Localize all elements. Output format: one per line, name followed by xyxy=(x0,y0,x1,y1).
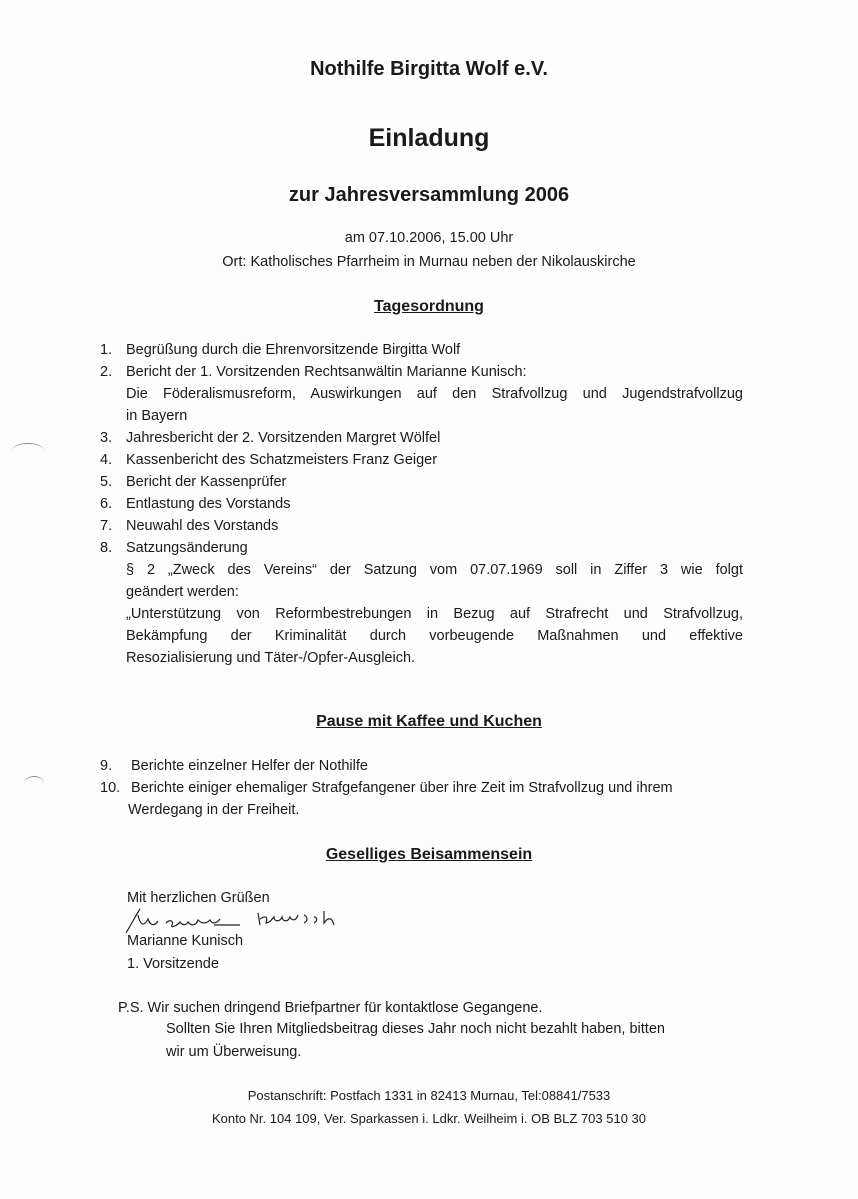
postscript-line: wir um Überweisung. xyxy=(166,1044,302,1060)
signer-name: Marianne Kunisch xyxy=(127,933,244,949)
social-heading: Geselliges Beisammensein xyxy=(325,846,533,863)
agenda-item-text: geändert werden: xyxy=(126,584,239,600)
agenda-item-text: in Bayern xyxy=(126,408,188,424)
agenda-item-text: Berichte einiger ehemaliger Strafgefangener über ihre Zeit im Strafvollzug und ihrem xyxy=(131,780,673,796)
agenda-item-number: 6. xyxy=(100,496,113,512)
paper-fold-mark xyxy=(24,776,44,791)
agenda-item-text: Begrüßung durch die Ehrenvorsitzende Birgitta Wolf xyxy=(126,342,461,358)
agenda-item-text: „Unterstützung von Reformbestrebungen in Bezug auf Strafrecht und Strafvollzug, xyxy=(126,606,743,622)
agenda-item-number: 7. xyxy=(100,518,113,534)
agenda-item-number: 9. xyxy=(100,758,113,774)
agenda-item-text: Werdegang in der Freiheit. xyxy=(128,802,300,818)
agenda-item-text: Bericht der 1. Vorsitzenden Rechtsanwältin Marianne Kunisch: xyxy=(126,364,527,380)
document-title: Einladung xyxy=(368,124,490,152)
agenda-item-text: Bericht der Kassenprüfer xyxy=(126,474,287,490)
postscript-line: Sollten Sie Ihren Mitgliedsbeitrag dieses Jahr noch nicht bezahlt haben, bitten xyxy=(166,1021,665,1037)
document-subtitle: zur Jahresversammlung 2006 xyxy=(288,184,570,206)
location: Ort: Katholisches Pfarrheim in Murnau neben der Nikolauskirche xyxy=(222,254,636,270)
agenda-item-text: Resozialisierung und Täter-/Opfer-Ausgleich. xyxy=(126,650,416,666)
postscript-line: P.S. Wir suchen dringend Briefpartner für kontaktlose Gegangene. xyxy=(118,1000,543,1016)
agenda-item-text: § 2 „Zweck des Vereins“ der Satzung vom 07.07.1969 soll in Ziffer 3 wie folgt xyxy=(126,562,743,578)
agenda-heading: Tagesordnung xyxy=(374,298,484,315)
footer-address: Postanschrift: Postfach 1331 in 82413 Murnau, Tel:08841/7533 xyxy=(247,1088,611,1103)
paper-fold-mark xyxy=(12,443,44,458)
closing-greeting: Mit herzlichen Grüßen xyxy=(127,890,270,906)
agenda-item-text: Jahresbericht der 2. Vorsitzenden Margret Wölfel xyxy=(126,430,441,446)
footer-bank-details: Konto Nr. 104 109, Ver. Sparkassen i. Ldkr. Weilheim i. OB BLZ 703 510 30 xyxy=(211,1111,647,1126)
date-time: am 07.10.2006, 15.00 Uhr xyxy=(344,230,514,246)
organization-name: Nothilfe Birgitta Wolf e.V. xyxy=(310,58,548,80)
agenda-item-text: Die Föderalismusreform, Auswirkungen auf den Strafvollzug und Jugendstrafvollzug xyxy=(126,386,743,402)
agenda-item-text: Satzungsänderung xyxy=(126,540,248,556)
agenda-item-text: Neuwahl des Vorstands xyxy=(126,518,279,534)
agenda-item-number: 10. xyxy=(100,780,121,796)
agenda-item-number: 2. xyxy=(100,364,113,380)
agenda-item-number: 4. xyxy=(100,452,113,468)
signer-role: 1. Vorsitzende xyxy=(127,956,219,972)
agenda-item-number: 8. xyxy=(100,540,113,556)
agenda-item-number: 1. xyxy=(100,342,113,358)
agenda-item-text: Berichte einzelner Helfer der Nothilfe xyxy=(131,758,368,774)
pause-heading: Pause mit Kaffee und Kuchen xyxy=(316,713,542,730)
agenda-item-number: 5. xyxy=(100,474,113,490)
agenda-item-text: Bekämpfung der Kriminalität durch vorbeugende Maßnahmen und effektive xyxy=(126,628,743,644)
agenda-item-text: Kassenbericht des Schatzmeisters Franz Geiger xyxy=(126,452,438,468)
agenda-item-number: 3. xyxy=(100,430,113,446)
agenda-item-text: Entlastung des Vorstands xyxy=(126,496,291,512)
